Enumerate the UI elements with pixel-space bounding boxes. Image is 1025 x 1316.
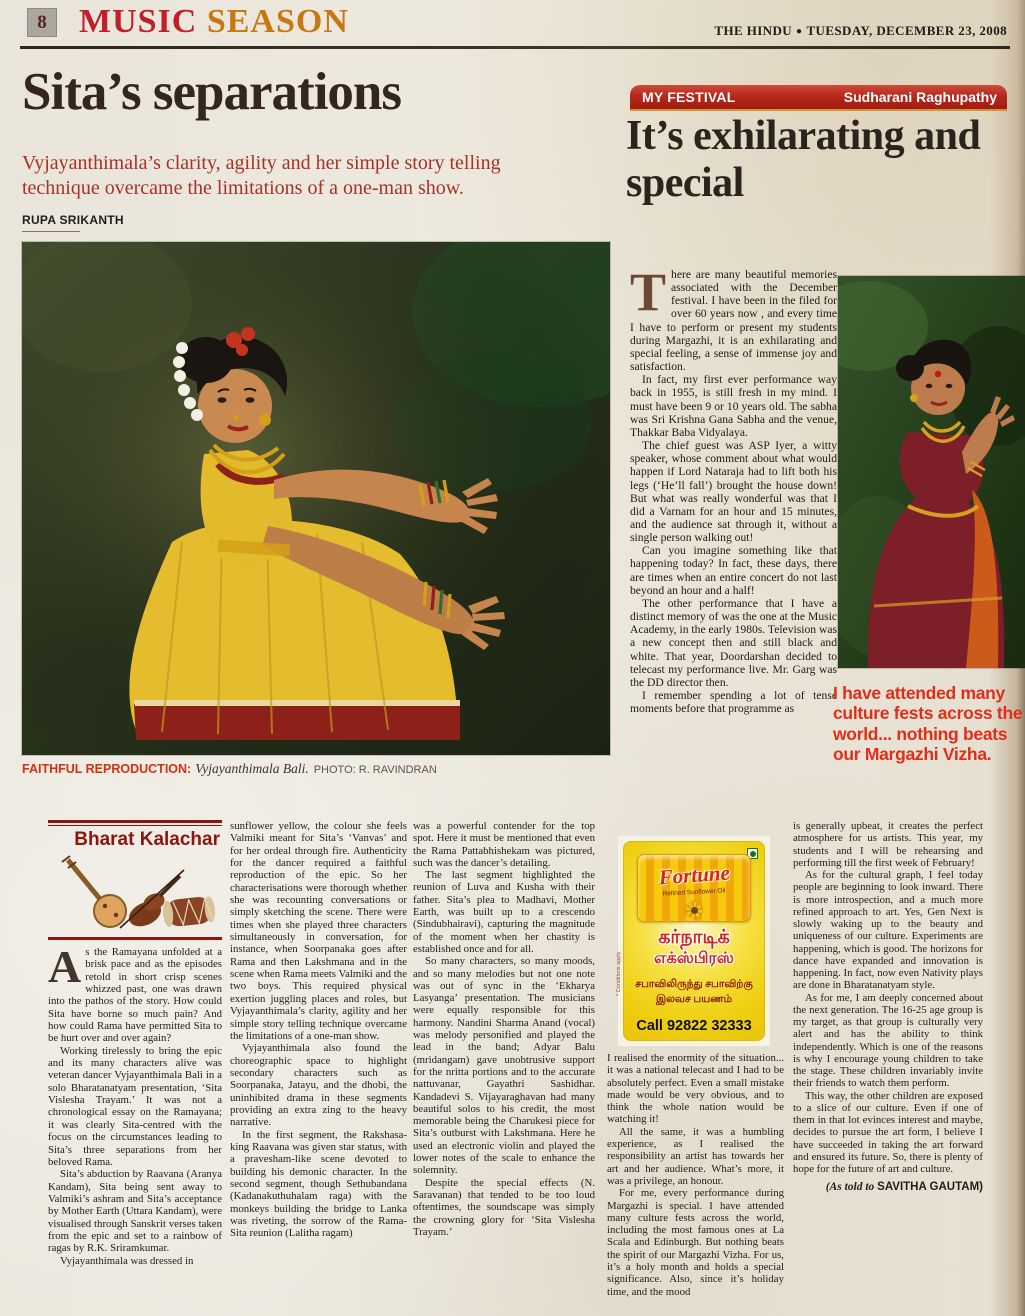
ad-tamil-headline-2: எக்ஸ்பிரஸ் [654, 949, 734, 967]
festival-column-2 [607, 1052, 784, 1312]
paragraph: This way, the other children are exposed to a slice of our culture. Even if one of them in that lot evinces interest and maybe, decides to pursue the art form, I believe I have succeeded in taking the art forward and ensured its future. So, there is plenty of hope for the future of art and culture. [793, 1089, 983, 1175]
paragraph: The chief guest was ASP Iyer, a witty speaker, whose comment about what would happen if Lord Nataraja had to lift both his legs (‘He’ll fall’) brought the house down! But what was really wonderful was that I did a Varnam for an hour and 15 minutes, and the audience sat through it, without a single person walking out! [630, 439, 837, 545]
sita-standfirst: Vyjayanthimala’s clarity, agility and her simple story telling technique overcame the limitations of a one-man show. [22, 152, 501, 200]
ad-phone-number: Call 92822 32333 [636, 1017, 752, 1034]
oil-packet [637, 854, 751, 922]
kicker-bar [630, 85, 1007, 111]
paragraph: For me, every performance during Margazhi is special. I have attended many culture fests across the world, including the most famous ones at La Scala and Edinburgh. But nothing beats the spirit of our Margazhi Vizha. For us, it’s a holy month and holds a special significance. Also, since it’s holiday time, and the mood [607, 1187, 784, 1298]
paragraph: As for me, I am deeply concerned about the next generation. The 16-25 age group is my target, as that group is culturally very alert and has the ability to think independently. Which is one of the reasons is why I encourage young children to take the stage. These children invariably invite their friends to watch them perform. [793, 991, 983, 1090]
paragraph: was a powerful contender for the top spot. Here it must be mentioned that even the Rama Pattabhishekam was pictured, such was the dancer’s detailing. [413, 820, 595, 869]
paragraph: Vyjayanthimala was dressed in [60, 1254, 194, 1267]
caption-credit: PHOTO: R. RAVINDRAN [313, 764, 437, 776]
review-column-3 [413, 820, 595, 1314]
kalachar-rule-top [48, 820, 222, 823]
sita-photo [22, 242, 610, 755]
paragraph [630, 268, 837, 373]
page-number: 8 [27, 8, 57, 37]
caption-label: FAITHFUL REPRODUCTION: [22, 762, 192, 776]
tailpiece [793, 1181, 983, 1193]
sita-byline: RUPA SRIKANTH [22, 213, 124, 227]
section-word-season: SEASON [206, 3, 349, 40]
dancer-photo-illustration [22, 242, 610, 755]
paragraph: Sita’s abduction by Raavana (Aranya Kandam), Sita being sent away to Valmiki’s ashram and Sita’s acceptance by Mother Earth (Uttara Kandam), were visualised through Sanskrit verses taken from the epic and set to a rainbow of ragas by R.K. Sriramkumar. [48, 1168, 222, 1255]
kicker-author: Sudharani Raghupathy [843, 89, 997, 105]
paragraph: Despite the special effects (N. Saravanan) that tended to be too loud oftentimes, the soundscape was simply the crowning glory for ‘Sita Vislesha Trayam.’ [413, 1176, 595, 1238]
paragraph-text: s the Ramayana unfolded at a brisk pace and as the episodes retold in short crisp scenes whizzed past, one was drawn into the pathos of the story. How could Sita have borne so much pain? And how could Rama have permitted Sita to be hurt over and over again? [48, 946, 222, 1045]
paragraph-text: here are many beautiful memories associated with the December festival. I have been in the filed for over 60 years now , and every time I have to perform or present my students during Margazhi, it is an exhilarating and special feeling, a sense of immense joy and satisfaction. [630, 268, 837, 374]
festival-column-3 [793, 820, 983, 1316]
paragraph: I remember spending a lot of tense moments before that programme as [630, 689, 837, 716]
drop-cap-t: T [630, 268, 667, 322]
paragraph: The last segment highlighted the reunion of Luva and Kusha with their father. Sita’s plea to Madhavi, Mother Earth, was built up to a crescendo (Sindubhairavi), capturing the magnitude of the moment when her chastity is established once and for all. [413, 869, 595, 955]
paragraph: Vyjayanthimala also found the choreographic space to highlight secondary characters such as Soorpanaka, Jatayu, and the dhobi, the uninhibited drama in these segments providing an extra zing to the heavy narrative. [230, 1042, 407, 1129]
kalachar-rule-bottom [48, 937, 222, 940]
bharat-kalachar-box [48, 820, 222, 940]
instruments-illustration [48, 854, 222, 932]
paragraph: In the first segment, the Rakshasa-king Raavana was given star status, with a pravesham-like scene devoted to building his demonic character. In the second segment, though Sethubandana (Kadanakuthuhalam raga) with the monkeys building the bridge to Lanka was riveting, the sorrow of the Rama-Sita reunion (Lalitha ragam) [230, 1128, 407, 1240]
masthead: THE HINDU [714, 23, 793, 38]
ad-tamil-line-1: சபாவிலிருந்து சபாவிற்கு [635, 979, 753, 991]
paragraph: So many characters, so many moods, and so many melodies but not one note was out of sync in the ‘Ekharya Lasyanga’ presentation. The musicians were equally responsible for this harmony. Nandini Sharma Anand (vocal) was melody personified and played the lead in the band; Adyar Balu (mridangam) gave unobtrusive support for the nritta portions and to the accurate nattuvanar, Gayathri Sashidhar. Kandadevi S. Vijayaraghavan had many beautiful solos to his credit, the most memorable being the Charukesi piece for Sita’s outburst with Lakshmana. Here he used an electronic violin and played the lower notes of the scale to enhance the solemnity. [413, 955, 595, 1177]
photo-caption [22, 761, 607, 777]
issue-date: TUESDAY, DECEMBER 23, 2008 [806, 23, 1007, 38]
kalachar-title: Bharat Kalachar [74, 829, 220, 850]
festival-headline: It’s exhilarating and special [626, 113, 981, 207]
drop-cap-a: A [48, 946, 82, 992]
paragraph: The other performance that I have a distinct memory of was the one at the Music Academy, in the early 1980s. Television was a new concept then and still black and white. That year, Doordarshan decided to telecast my performance live. Mr. Garg was the DD director then. [630, 596, 837, 689]
section-title [79, 3, 349, 41]
review-column-1 [48, 946, 222, 1310]
bullet-icon: ● [796, 26, 803, 37]
ad-panel [616, 841, 765, 1041]
paragraph: I realised the enormity of the situation... it was a national telecast and I had to be absolutely perfect. Even a small mistake made would be very obvious, and to think the whole nation would be watching it! [607, 1052, 784, 1126]
review-column-2 [230, 820, 407, 1314]
paragraph: Can you imagine something like that happening today? In fact, these days, there are times when an entire concert do not last beyond an hour and a half! [630, 544, 837, 597]
paragraph: In fact, my first ever performance way back in 1955, is still fresh in my mind. I must have been 9 or 10 years old. The sabha was Sri Krishna Gana Sabha and the venue, Thakkar Baba Vidyalaya. [630, 373, 837, 439]
ad-tamil-headline-1: கர்நாடிக் [658, 927, 730, 948]
header-rule [20, 46, 1010, 49]
paragraph: sunflower yellow, the colour she feels Valmiki meant for Sita’s ‘Vanvas’ and for her ordeal through fire. Authenticity for the dancer required a faithful reproduction of the epic. So her characterisations were thorough whether she was recounting conversations or simply sketching the scene. There were times when she played three characters simultaneously in conversation, for instance, when Soorpanaka goes after Rama and then Lakshmana and in the scene when Rama meets Valmiki and the two boys. This required physical exertion juggling places and roles, but Vyjayanthimala’s clarity, agility and her simple story telling technique overcame the limitations of a one-man show. [230, 820, 407, 1042]
fortune-advertisement [618, 836, 770, 1046]
caption-text: Vyjayanthimala Bali. [195, 761, 309, 776]
instruments-icon [48, 854, 222, 932]
kicker-label: MY FESTIVAL [642, 89, 736, 105]
ad-product: Refined Sunflower Oil [662, 887, 726, 898]
ad-tamil-line-2: இலவச பயணம் [655, 994, 733, 1006]
sita-headline: Sita’s separations [22, 63, 402, 121]
section-word-music: MUSIC [79, 3, 198, 40]
tailpiece-prefix: (As told to [825, 1181, 878, 1194]
paragraph: As for the cultural graph, I feel today people are beginning to look inward. There is more introspection, and a much more refined approach to art. Yes, Gen Next is slowly waking up to the beauty and uniqueness of our culture. Experiments are happening, which is good. The horizons for dance have expanded and innovation is happening. In fact, now even Nativity plays are done in Bharatanatyam style. [793, 869, 983, 992]
author-photo [838, 276, 1025, 668]
paragraph [48, 946, 222, 1045]
author-photo-illustration [838, 276, 1025, 668]
sunflower-icon [686, 902, 702, 918]
kalachar-rule-top-2 [48, 825, 222, 826]
ad-conditions-note: * Conditions apply [616, 951, 622, 996]
pull-quote: I have attended many culture fests across the world... nothing beats our Margazhi Vizha. [833, 683, 1023, 765]
byline-rule [22, 231, 80, 232]
tailpiece-name: SAVITHA GAUTAM) [877, 1181, 983, 1194]
masthead-dateline [714, 23, 1007, 39]
veg-dot [750, 851, 756, 857]
paragraph: All the same, it was a humbling experience, as I realised the responsibility an artist has towards her art and her audience. What’s more, it was a privilege, an honour. [607, 1125, 784, 1187]
sunflower-center [691, 907, 698, 914]
paragraph: Working tirelessly to bring the epic and its many characters alive was veteran dancer Vyjayanthimala Bali in a solo Bharatanatyam presentation, ‘Sita Vislesha Trayam.’ It was not a chronological essay on the Ramayana; it was clearly Sita-centred with the focus on the circumstances leading to Sita’s three separations from her beloved Rama. [48, 1044, 222, 1168]
paragraph: is generally upbeat, it creates the perfect atmosphere for us artists. This year, my students and I will be rehearsing and performing till the first week of February! [793, 820, 983, 869]
festival-column-1 [630, 268, 837, 805]
ad-brand: Fortune [657, 860, 731, 890]
